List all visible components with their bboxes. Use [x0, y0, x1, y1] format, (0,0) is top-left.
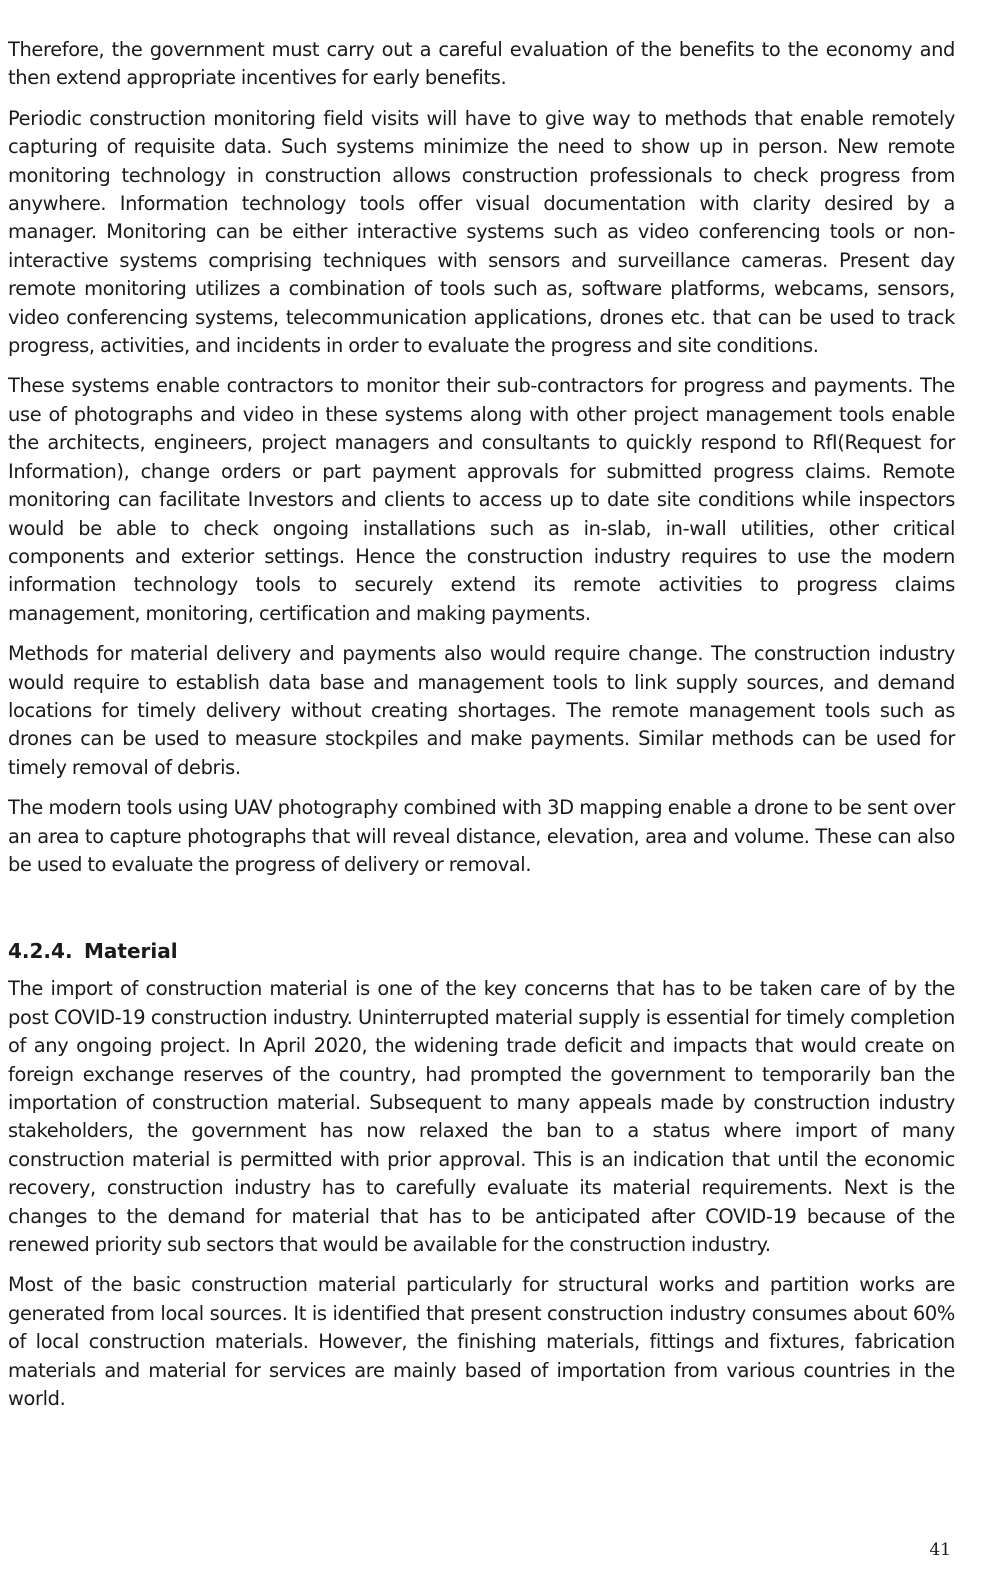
- section-spacer: [8, 891, 955, 937]
- section-number: 4.2.4.: [8, 939, 73, 964]
- paragraph-local-sources: Most of the basic construction material particularly for structural works and partition works are generated from local sources. It is identified that present construction industry consumes about 60% of local construction materials. However, the finishing materials, fittings and fixtures, fabrication materials and material for services are mainly based of importation from various countries in the world.: [8, 1273, 955, 1411]
- paragraph-material-import: The import of construction material is one of the key concerns that has to be taken care of by the post COVID-19 construction industry. Uninterrupted material supply is essential for timely completion of any ongoing project. In April 2020, the widening trade deficit and impacts that would create on foreign exchange reserves of the country, had prompted the government to temporarily ban the importation of construction material. Subsequent to many appeals made by construction industry stakeholders, the government has now relaxed the ban to a status where import of many construction material is permitted with prior approval. This is an indication that until the economic recovery, construction industry has to carefully evaluate its material requirements. Next is the changes to the demand for material that has to be anticipated after COVID-19 because of the renewed priority sub sectors that would be available for the construction industry.: [8, 977, 955, 1257]
- paragraph-evaluation-incentives: Therefore, the government must carry out a careful evaluation of the benefits to the economy and then extend appropriate incentives for early benefits.: [8, 38, 955, 90]
- section-title: Material: [84, 939, 178, 964]
- paragraph-contractor-systems: These systems enable contractors to monitor their sub-contractors for progress and payments. The use of photographs and video in these systems along with other project management tools enable the architects, engineers, project managers and consultants to quickly respond to RfI(Request for Information), change orders or part payment approvals for submitted progress claims. Remote monitoring can facilitate Investors and clients to access up to date site conditions while inspectors would be able to check ongoing installations such as in-slab, in-wall utilities, other critical components and exterior settings. Hence the construction industry requires to use the modern information technology tools to securely extend its remote activities to progress claims management, monitoring, certification and making payments.: [8, 374, 955, 625]
- document-page: [8, 36, 955, 1425]
- section-heading: [8, 937, 955, 965]
- paragraph-material-delivery: Methods for material delivery and payments also would require change. The construction industry would require to establish data base and management tools to link supply sources, and demand locations for timely delivery without creating shortages. The remote management tools such as drones can be used to measure stockpiles and make payments. Similar methods can be used for timely removal of debris.: [8, 642, 955, 779]
- paragraph-uav-photography: The modern tools using UAV photography combined with 3D mapping enable a drone to be sent over an area to capture photographs that will reveal distance, elevation, area and volume. These can also be used to evaluate the progress of delivery or removal.: [8, 796, 955, 876]
- page-number: 41: [929, 1540, 951, 1560]
- paragraph-remote-monitoring: Periodic construction monitoring field visits will have to give way to methods that enable remotely capturing of requisite data. Such systems minimize the need to show up in person. New remote monitoring technology in construction allows construction professionals to check progress from anywhere. Information technology tools offer visual documentation with clarity desired by a manager. Monitoring can be either interactive systems such as video conferencing tools or non-interactive systems comprising techniques with sensors and surveillance cameras. Present day remote monitoring utilizes a combination of tools such as, software platforms, webcams, sensors, video conferencing systems, telecommunication applications, drones etc. that can be used to track progress, activities, and incidents in order to evaluate the progress and site conditions.: [8, 106, 955, 358]
